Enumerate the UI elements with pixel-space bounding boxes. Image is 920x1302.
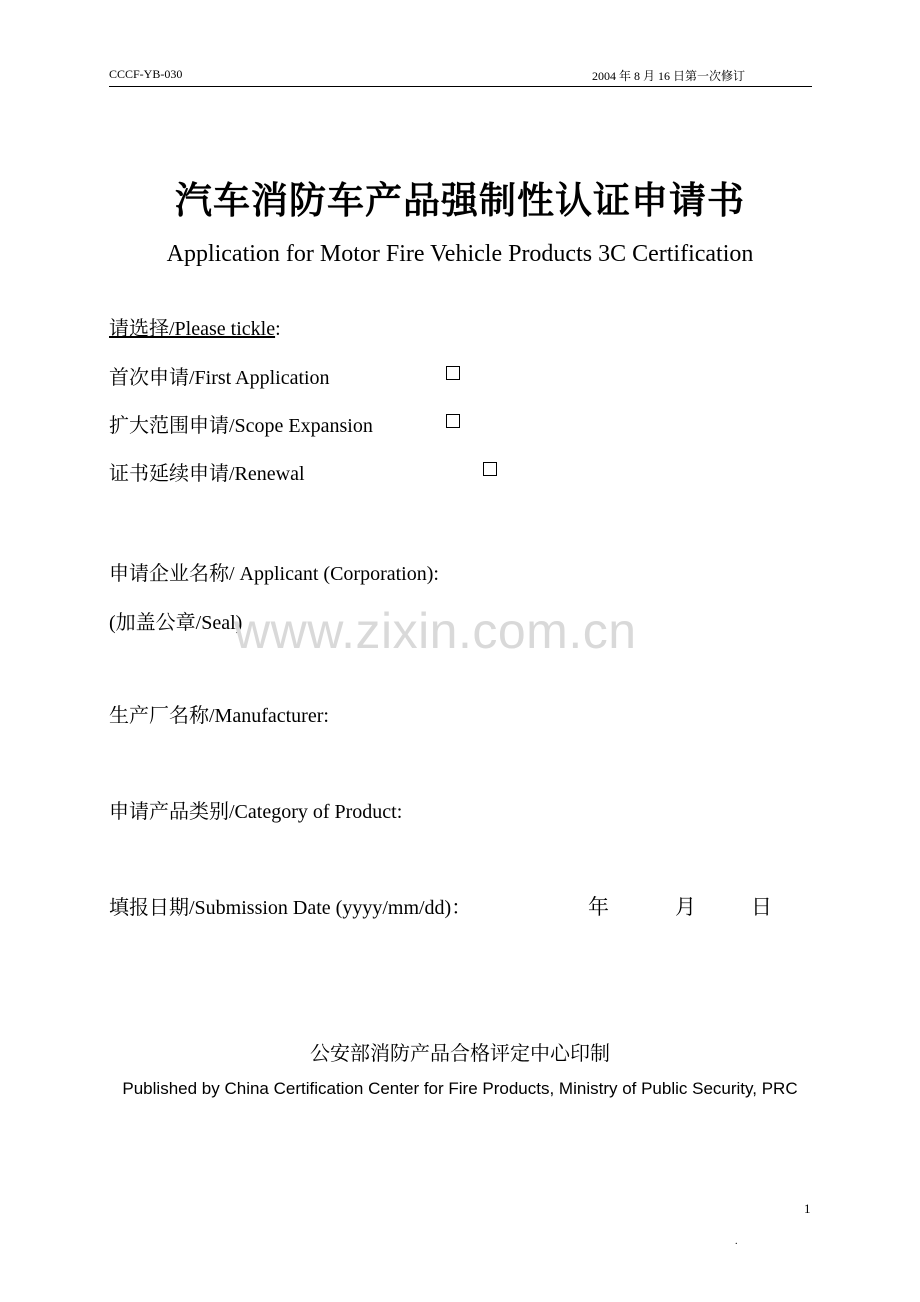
doc-code: CCCF-YB-030 [109, 67, 183, 81]
manufacturer-field-label: 生产厂名称/Manufacturer: [109, 705, 329, 727]
date-month-label: 月 [675, 895, 696, 919]
selection-prompt [109, 312, 281, 341]
watermark: www.zixin.com.cn [234, 603, 637, 659]
applicant-field-label: 申请企业名称/ Applicant (Corporation): [109, 563, 439, 585]
checkbox-first-application[interactable] [446, 366, 460, 380]
publisher-english: Published by China Certification Center for Fire Products, Ministry of Public Security, PRC [122, 1079, 798, 1098]
date-day-label: 日 [751, 895, 772, 919]
footer-dot: . [735, 1236, 738, 1247]
checkbox-scope-expansion[interactable] [446, 414, 460, 428]
selection-prompt-text: 请选择/Please tickle [109, 318, 276, 340]
title-chinese: 汽车消防车产品强制性认证申请书 [175, 179, 745, 222]
publisher-chinese: 公安部消防产品合格评定中心印制 [310, 1041, 610, 1065]
seal-label: (加盖公章/Seal) [109, 612, 243, 634]
header-rule [109, 86, 812, 87]
submission-date-label: 填报日期/Submission Date (yyyy/mm/dd)： [109, 897, 472, 919]
option-renewal-label: 证书延续申请/Renewal [109, 463, 305, 485]
option-scope-expansion-label: 扩大范围申请/Scope Expansion [109, 415, 373, 437]
option-first-application-label: 首次申请/First Application [109, 367, 330, 389]
revision-note: 2004 年 8 月 16 日第一次修订 [592, 69, 746, 83]
title-english: Application for Motor Fire Vehicle Products 3C Certification [166, 241, 754, 267]
page-number: 1 [804, 1201, 811, 1216]
selection-prompt-colon: : [275, 318, 281, 340]
date-year-label: 年 [588, 895, 609, 919]
checkbox-renewal[interactable] [483, 462, 497, 476]
category-field-label: 申请产品类别/Category of Product: [109, 801, 403, 823]
